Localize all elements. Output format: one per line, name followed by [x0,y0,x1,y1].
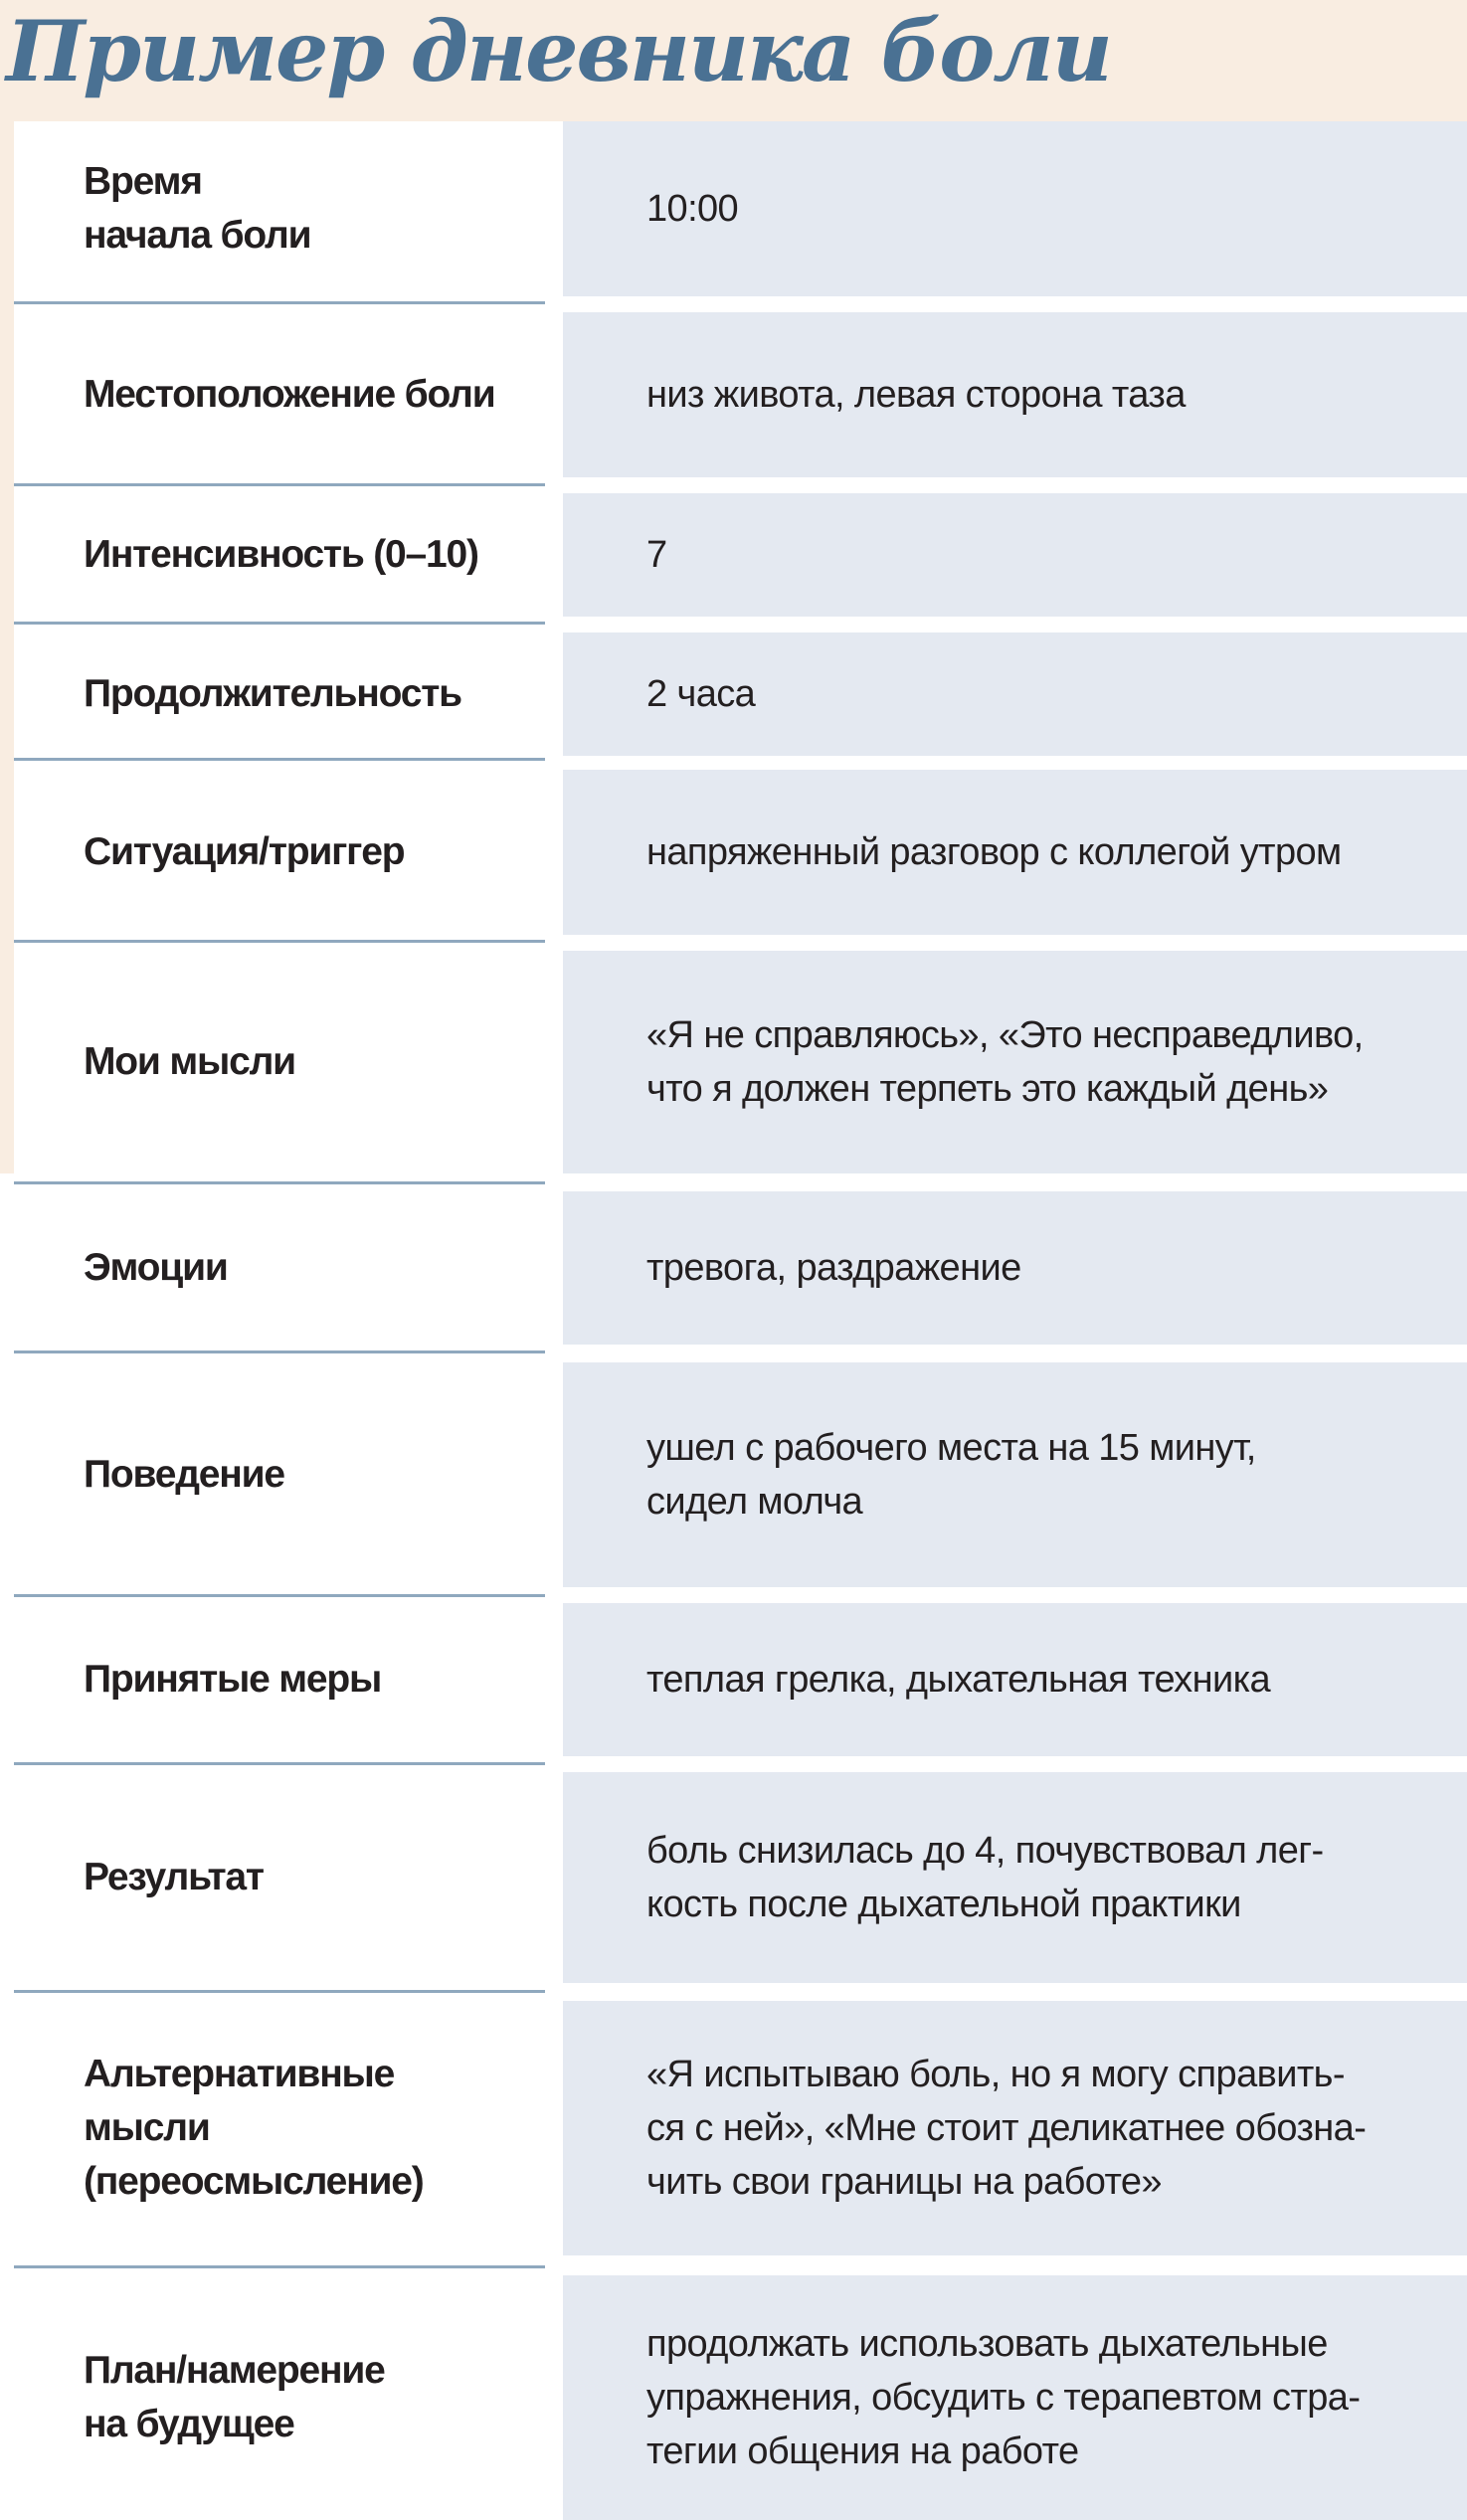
row-measures-taken [14,1603,1467,1756]
row-value: теплая грелка, дыхательная техника [646,1659,1270,1701]
row-divider [14,2265,545,2268]
row-divider [14,622,545,625]
row-divider [14,1350,545,1353]
row-label: Интенсивность (0–10) [84,533,478,576]
row-value-cell [563,121,1467,296]
row-value: тревога, раздражение [646,1247,1021,1289]
row-divider [14,483,545,486]
page-title: Пример дневника боли [6,2,1111,100]
row-divider [14,1762,545,1765]
row-value: 7 [646,534,667,576]
row-value: боль снизилась до 4, почувствовал лег- кость после дыхательной практики [646,1830,1324,1925]
row-label: Ситуация/триггер [84,830,405,873]
row-value: продолжать использовать дыхательные упражнения, обсудить с терапевтом стра- тегии общения на работе [646,2323,1361,2472]
row-value: ушел с рабочего места на 15 минут, сидел молча [646,1427,1256,1523]
row-label-cell [14,1603,545,1756]
row-value-cell [563,770,1467,935]
row-value-cell [563,1772,1467,1983]
row-value-cell [563,1603,1467,1756]
row-future-plan [14,2275,1467,2520]
row-intensity [14,493,1467,617]
row-divider [14,1594,545,1597]
row-value: низ живота, левая сторона таза [646,374,1186,416]
row-divider [14,1181,545,1184]
row-behavior [14,1362,1467,1587]
row-label-cell [14,2001,545,2255]
row-situation-trigger [14,770,1467,935]
row-pain-location [14,312,1467,477]
row-my-thoughts [14,951,1467,1173]
row-label: План/намерение на будущее [84,2349,385,2445]
row-label: Мои мысли [84,1040,295,1083]
row-alternative-thoughts [14,2001,1467,2255]
row-label-cell [14,770,545,935]
row-label: Принятые меры [84,1658,382,1701]
row-label: Альтернативные мысли (переосмысление) [84,2053,424,2203]
row-label-cell [14,951,545,1173]
row-value-cell [563,1191,1467,1345]
row-label-cell [14,121,545,296]
row-label: Результат [84,1856,264,1898]
row-divider [14,940,545,943]
row-value-cell [563,951,1467,1173]
row-value-cell [563,2001,1467,2255]
row-result [14,1772,1467,1983]
row-emotions [14,1191,1467,1345]
row-label: Поведение [84,1453,284,1496]
row-value-cell [563,493,1467,617]
row-label-cell [14,493,545,617]
row-label-cell [14,2275,545,2520]
row-label: Продолжительность [84,672,461,715]
row-value-cell [563,312,1467,477]
row-label: Местоположение боли [84,373,495,416]
row-divider [14,758,545,761]
row-value: напряженный разговор с коллегой утром [646,831,1342,873]
row-value: 10:00 [646,188,739,230]
row-duration [14,632,1467,756]
row-label-cell [14,632,545,756]
row-label-cell [14,1362,545,1587]
row-divider [14,301,545,304]
row-value-cell [563,632,1467,756]
row-label: Эмоции [84,1246,228,1289]
row-value: «Я не справляюсь», «Это несправедливо, что я должен терпеть это каждый день» [646,1014,1364,1110]
row-label-cell [14,1191,545,1345]
row-label-cell [14,312,545,477]
row-label-cell [14,1772,545,1983]
row-divider [14,1990,545,1993]
row-pain-start-time [14,121,1467,296]
row-label: Время начала боли [84,160,311,257]
row-value-cell [563,2275,1467,2520]
row-value: «Я испытываю боль, но я могу справить- ся с ней», «Мне стоит деликатнее обозна- чить свои границы на работе» [646,2054,1367,2203]
row-value-cell [563,1362,1467,1587]
row-value: 2 часа [646,673,756,715]
